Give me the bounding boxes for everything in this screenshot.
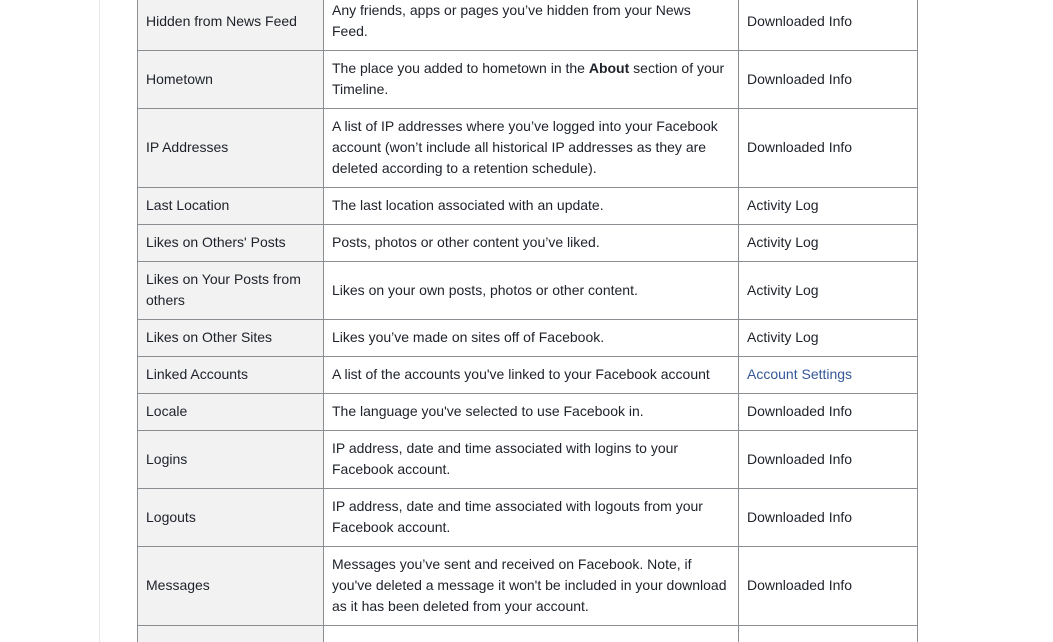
location-cell: Downloaded Info <box>739 547 918 626</box>
data-categories-table-wrap <box>137 0 917 642</box>
category-cell: Locale <box>138 394 324 431</box>
location-cell: Activity Log <box>739 320 918 357</box>
description-cell: Likes on your own posts, photos or other content. <box>324 262 739 320</box>
description-cell <box>324 51 739 109</box>
location-cell: Downloaded Info <box>739 489 918 547</box>
category-cell: Likes on Others' Posts <box>138 225 324 262</box>
description-text: section of your Timeline. <box>332 60 725 97</box>
location-cell: Activity Log <box>739 262 918 320</box>
table-row <box>138 489 918 547</box>
table-row <box>138 626 918 642</box>
description-cell <box>324 626 739 642</box>
location-cell: Downloaded Info <box>739 109 918 188</box>
category-cell <box>138 626 324 642</box>
table-row <box>138 394 918 431</box>
location-cell: Downloaded Info <box>739 0 918 51</box>
category-cell: Last Location <box>138 188 324 225</box>
description-text: The place you added to hometown in the <box>332 60 589 76</box>
location-cell: Downloaded Info <box>739 431 918 489</box>
location-cell: Activity Log <box>739 225 918 262</box>
table-row <box>138 225 918 262</box>
category-cell: Hidden from News Feed <box>138 0 324 51</box>
table-row <box>138 357 918 394</box>
category-cell: Linked Accounts <box>138 357 324 394</box>
location-cell: Activity Log <box>739 188 918 225</box>
content-column-edge <box>99 0 100 642</box>
table-row <box>138 188 918 225</box>
table-row <box>138 431 918 489</box>
category-cell: Likes on Other Sites <box>138 320 324 357</box>
table-row <box>138 109 918 188</box>
table-row <box>138 320 918 357</box>
category-cell: Likes on Your Posts from others <box>138 262 324 320</box>
description-cell: A list of IP addresses where you’ve logged into your Facebook account (won’t include all historical IP addresses as they are deleted according to a retention schedule). <box>324 109 739 188</box>
description-cell: Likes you’ve made on sites off of Facebook. <box>324 320 739 357</box>
category-cell: Logouts <box>138 489 324 547</box>
table-row <box>138 0 918 51</box>
data-categories-table <box>137 0 918 642</box>
table-row <box>138 51 918 109</box>
description-cell: The language you've selected to use Facebook in. <box>324 394 739 431</box>
description-cell: Messages you’ve sent and received on Facebook. Note, if you've deleted a message it won't be included in your download as it has been deleted from your account. <box>324 547 739 626</box>
location-cell <box>739 626 918 642</box>
category-cell: IP Addresses <box>138 109 324 188</box>
description-cell: The last location associated with an update. <box>324 188 739 225</box>
location-cell: Downloaded Info <box>739 51 918 109</box>
description-cell: IP address, date and time associated with logins to your Facebook account. <box>324 431 739 489</box>
description-cell: Posts, photos or other content you’ve liked. <box>324 225 739 262</box>
category-cell: Messages <box>138 547 324 626</box>
description-cell: IP address, date and time associated with logouts from your Facebook account. <box>324 489 739 547</box>
table-row <box>138 262 918 320</box>
description-cell: Any friends, apps or pages you’ve hidden from your News Feed. <box>324 0 739 51</box>
location-cell: Downloaded Info <box>739 394 918 431</box>
about-section-name: About <box>588 60 630 76</box>
category-cell: Logins <box>138 431 324 489</box>
location-cell <box>739 357 918 394</box>
category-cell: Hometown <box>138 51 324 109</box>
description-cell: A list of the accounts you've linked to your Facebook account <box>324 357 739 394</box>
account-settings-link[interactable]: Account Settings <box>747 366 853 382</box>
table-row <box>138 547 918 626</box>
